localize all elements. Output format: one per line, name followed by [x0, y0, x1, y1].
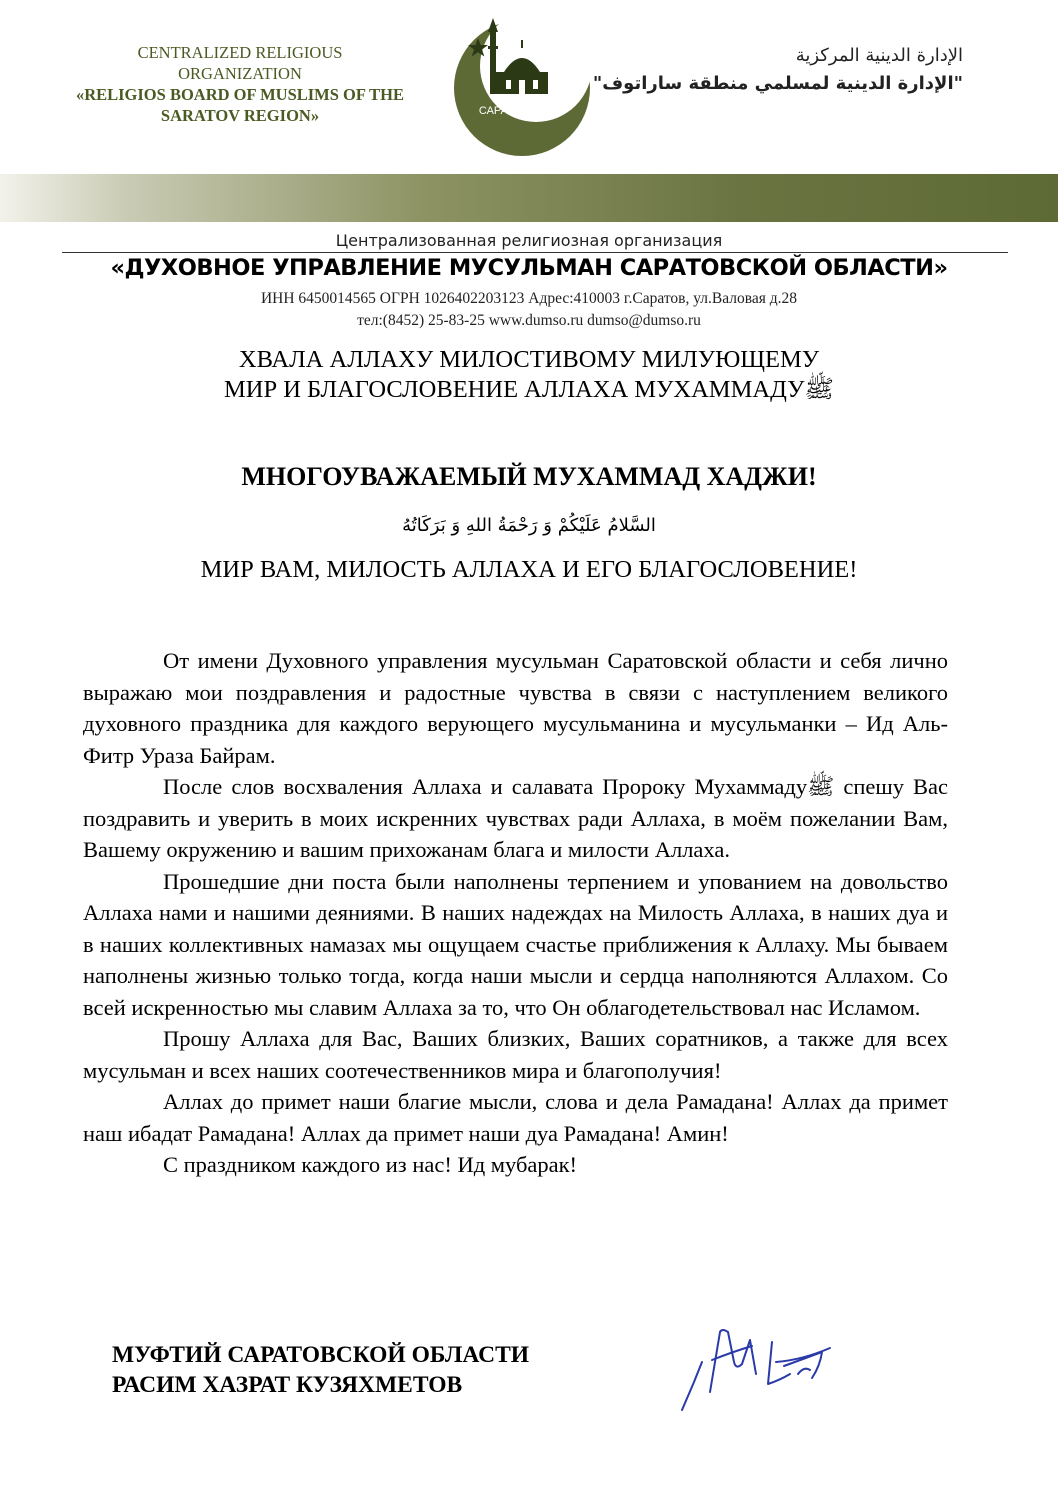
header-en-line-4: SARATOV REGION» — [160, 106, 320, 125]
org-divider — [62, 252, 1008, 253]
logo-city-label: САРАТОВ — [478, 105, 530, 117]
header-en-line-3: «RELIGIOS BOARD OF MUSLIMS OF THE — [75, 85, 405, 104]
body-paragraph: От имени Духовного управления мусульман Саратовской области и себя лично выражаю мои поздравления и радостные чувства в связи с наступлением великого духовного праздника для каждого верующего мусульманина и мусульманки – Ид Аль-Фитр Ураза Байрам. — [83, 648, 948, 768]
praise-block — [0, 345, 1058, 405]
signatory-position: МУФТИЙ САРАТОВСКОЙ ОБЛАСТИ — [112, 1342, 530, 1368]
letter-body — [83, 645, 948, 1181]
crescent-mosque-logo — [452, 10, 592, 160]
header-ar-line-2: "الإدارة الدينية لمسلمي منطقة ساراتوف" — [592, 73, 963, 94]
org-details — [0, 288, 1058, 332]
arabic-salam: السَّلامُ عَلَيْكُمْ وَ رَحْمَةُ اللهِ وَ بَرَكَاتُهُ — [402, 515, 656, 536]
header-arabic-name — [583, 42, 963, 98]
header-color-band — [0, 174, 1058, 222]
header-ar-line-1: الإدارة الدينية المركزية — [795, 45, 963, 66]
org-contacts: тел:(8452) 25-83-25 www.dumso.ru dumso@dumso.ru — [357, 312, 701, 329]
body-paragraph: С праздником каждого из нас! Ид мубарак! — [163, 1152, 578, 1177]
body-paragraph: Прошу Аллаха для Вас, Ваших близких, Ваших соратников, а также для всех мусульман и всех наших соотечественников мира и благополучия! — [83, 1026, 948, 1083]
header-en-line-1: CENTRALIZED RELIGIOUS — [137, 43, 343, 62]
header-english-name — [60, 42, 420, 126]
signatory — [112, 1340, 529, 1400]
signatory-name: РАСИМ ХАЗРАТ КУЗЯХМЕТОВ — [112, 1372, 463, 1398]
header-en-line-2: ORGANIZATION — [178, 64, 302, 83]
body-paragraph: Прошедшие дни поста были наполнены терпением и упованием на довольство Аллаха нами и нашими деяниями. В наших надеждах на Милость Аллаха, в наших дуа и в наших коллективных намазах мы ощущаем счастье приближения к Аллаху. Мы бываем наполнены жизнью только тогда, когда наши мысли и сердца наполняются Аллахом. Со всей искренностью мы славим Аллаха за то, что Он облагодетельствовал нас Исламом. — [83, 868, 948, 1020]
org-title: «ДУХОВНОЕ УПРАВЛЕНИЕ МУСУЛЬМАН САРАТОВСКОЙ ОБЛАСТИ» — [110, 255, 948, 281]
org-subtitle: Централизованная религиозная организация — [335, 231, 723, 250]
handwritten-signature — [672, 1322, 847, 1417]
body-paragraph: После слов восхваления Аллаха и салавата Пророку Мухаммадуﷺ спешу Вас поздравить и уверить в моих искренних чувствах ради Аллаха, в моём пожелании Вам, Вашему окружению и вашим прихожанам блага и милости Аллаха. — [83, 774, 948, 862]
letter-greeting: МНОГОУВАЖАЕМЫЙ МУХАММАД ХАДЖИ! — [241, 462, 817, 491]
body-paragraph: Аллах до примет наши благие мысли, слова и дела Рамадана! Аллах да примет наш ибадат Рамадана! Аллах да примет наши дуа Рамадана! Амин! — [83, 1089, 948, 1146]
praise-line-2: МИР И БЛАГОСЛОВЕНИЕ АЛЛАХА МУХАММАДУﷺ — [223, 376, 835, 403]
peace-greeting: МИР ВАМ, МИЛОСТЬ АЛЛАХА И ЕГО БЛАГОСЛОВЕНИЕ! — [200, 556, 858, 583]
praise-line-1: ХВАЛА АЛЛАХУ МИЛОСТИВОМУ МИЛУЮЩЕМУ — [238, 346, 820, 373]
org-registration-address: ИНН 6450014565 ОГРН 1026402203123 Адрес:410003 г.Саратов, ул.Валовая д.28 — [260, 290, 798, 307]
